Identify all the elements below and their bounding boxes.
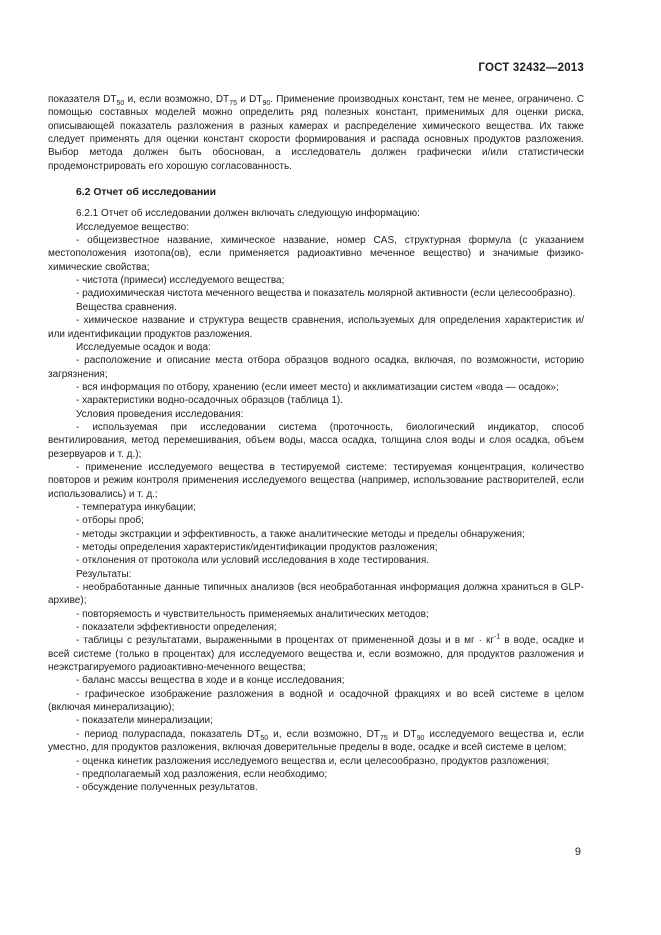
list-item: - характеристики водно-осадочных образцов (таблица 1). bbox=[76, 395, 343, 407]
subheading: Условия проведения исследования: bbox=[76, 408, 244, 420]
subheading: Исследуемые осадок и вода: bbox=[76, 341, 211, 353]
list-item: - баланс массы вещества в ходе и в конце исследования; bbox=[76, 675, 345, 687]
section-title: 6.2 Отчет об исследовании bbox=[76, 187, 217, 199]
list-item: - обсуждение полученных результатов. bbox=[76, 782, 258, 794]
subheading: Вещества сравнения. bbox=[76, 301, 177, 313]
list-item: - повторяемость и чувствительность применяемых аналитических методов; bbox=[76, 608, 429, 620]
page-number: 9 bbox=[574, 846, 581, 858]
list-item: - период полураспада, показатель $DT_{50}$ и, если возможно, $DT_{75}$ и $DT_{90}$ исследуемого вещества и, если уместно, для продуктов разложения, включая доверительные пределы в воде, осадке и всей системе в целом; bbox=[48, 728, 584, 754]
subheading: Исследуемое вещество: bbox=[76, 221, 189, 233]
list-item: - показатели минерализации; bbox=[76, 715, 213, 727]
list-item: - методы экстракции и эффективность, а также аналитические методы и пределы обнаружения; bbox=[76, 528, 525, 540]
list-item: - отборы проб; bbox=[76, 515, 144, 527]
list-item: - методы определения характеристик/идентификации продуктов разложения; bbox=[76, 542, 438, 553]
intro-paragraph: показателя $DT_{50}$ и, если возможно, $DT_{75}$ и $DT_{90}$. Применение производных констант, тем не менее, ограничено. С помощью составных моделей можно определить ряд полезных констант, применимых для оценки риска, описывающей показатель разложения в разных камерах и распределение химического вещества. Их также следует применять для оценки констант скорости формирования и распада основных продуктов разложения. Выбор метода должен быть обоснован, а исследователь должен графически и/или статистически продемонстрировать его хорошую согласованность. bbox=[48, 94, 585, 172]
list-item: - общеизвестное название, химическое название, номер CAS, структурная формула (с указанием местоположения изотопа(ов), если применяется радиоактивно меченное вещество) и значимые физико-химические свойства; bbox=[48, 235, 584, 273]
list-item: - таблицы с результатами, выраженными в процентах от примененной дозы и в мг · $кг^{-1}$ в воде, осадке и всей системе (только в процентах) для исследуемого вещества и, если возможно, для продуктов разложения и неэкстрагируемого радиоактивно-меченного вещества; bbox=[48, 634, 584, 674]
list-item: - предполагаемый ход разложения, если необходимо; bbox=[76, 768, 328, 780]
list-item: - температура инкубации; bbox=[76, 501, 196, 513]
list-item: - отклонения от протокола или условий исследования в ходе тестирования. bbox=[76, 555, 430, 567]
list-item: - показатели эффективности определения; bbox=[76, 622, 277, 634]
document-id: ГОСТ 32432—2013 bbox=[478, 62, 584, 74]
list-item: - вся информация по отбору, хранению (если имеет место) и акклиматизации систем «вода — осадок»; bbox=[76, 381, 559, 393]
list-item: - чистота (примеси) исследуемого вещества; bbox=[76, 275, 285, 287]
list-item: - применение исследуемого вещества в тестируемой системе: тестируемая концентрация, количество повторов и режим контроля применения исследуемого вещества (например, использование растворителей, если использовались) и т. д.; bbox=[48, 461, 584, 500]
page-content bbox=[48, 93, 584, 795]
list-item: - расположение и описание места отбора образцов водного осадка, включая, по возможности, историю загрязнения; bbox=[48, 355, 584, 380]
list-item: - химическое название и структура веществ сравнения, используемых для определения характеристик и/или идентификации продуктов разложения. bbox=[48, 315, 584, 340]
list-item: - необработанные данные типичных анализов (вся необработанная информация должна храниться в GLP-архиве); bbox=[48, 582, 584, 607]
subheading: Результаты: bbox=[76, 568, 132, 580]
list-item: - оценка кинетик разложения исследуемого вещества и, если целесообразно, продуктов разложения; bbox=[76, 755, 550, 767]
paragraph: 6.2.1 Отчет об исследовании должен включать следующую информацию: bbox=[76, 208, 420, 220]
list-item: - графическое изображение разложения в водной и осадочной фракциях и во всей системе в целом (включая минерализацию); bbox=[48, 688, 584, 714]
list-item: - радиохимическая чистота меченного вещества и показатель молярной активности (если целесообразно). bbox=[76, 288, 576, 300]
list-item: - используемая при исследовании система (проточность, биологический индикатор, способ вентилирования, метод перемешивания, объем воды, масса осадка, толщина слоя воды и слоя осадка, объем резервуаров и т. д.); bbox=[48, 421, 584, 460]
